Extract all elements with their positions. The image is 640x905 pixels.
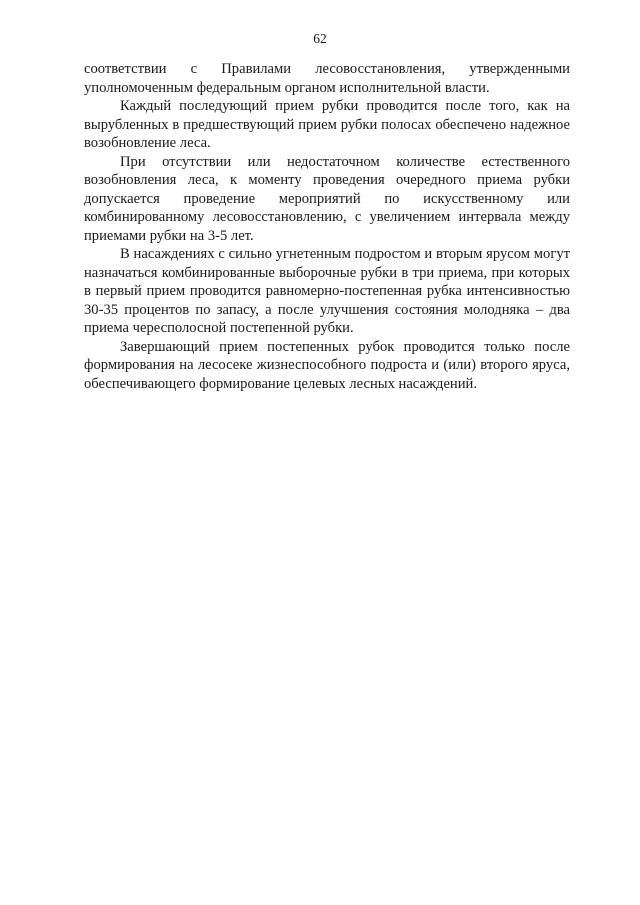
paragraph-final-cut: Завершающий прием постепенных рубок проводится только после формирования на лесосеке жизнеспособного подроста и (или) второго яруса, обеспечивающего формирование целевых лесных насаждений. [84,338,570,392]
document-body [84,60,570,393]
paragraph-combined-cuttings: В насаждениях с сильно угнетенным подростом и вторым ярусом могут назначаться комбинированные выборочные рубки в три приема, при которых в первый прием проводится равномерно-постепенная рубка интенсивностью 30-35 процентов по запасу, а после улучшения состояния молодняка – два приема чересполосной постепенной рубки. [84,246,570,336]
paragraph-continuation: соответствии с Правилами лесовосстановления, утвержденными уполномоченным федеральным органом исполнительной власти. [84,61,570,96]
paragraph-reforestation: При отсутствии или недостаточном количестве естественного возобновления леса, к моменту проведения очередного приема рубки допускается проведение мероприятий по искусственному или комбинированному лесовосстановлению, с увеличением интервала между приемами рубки на 3-5 лет. [84,153,570,244]
paragraph-subsequent-cut: Каждый последующий прием рубки проводится после того, как на вырубленных в предшествующий прием рубки полосах обеспечено надежное возобновление леса. [84,98,570,151]
page-number: 62 [313,31,327,46]
